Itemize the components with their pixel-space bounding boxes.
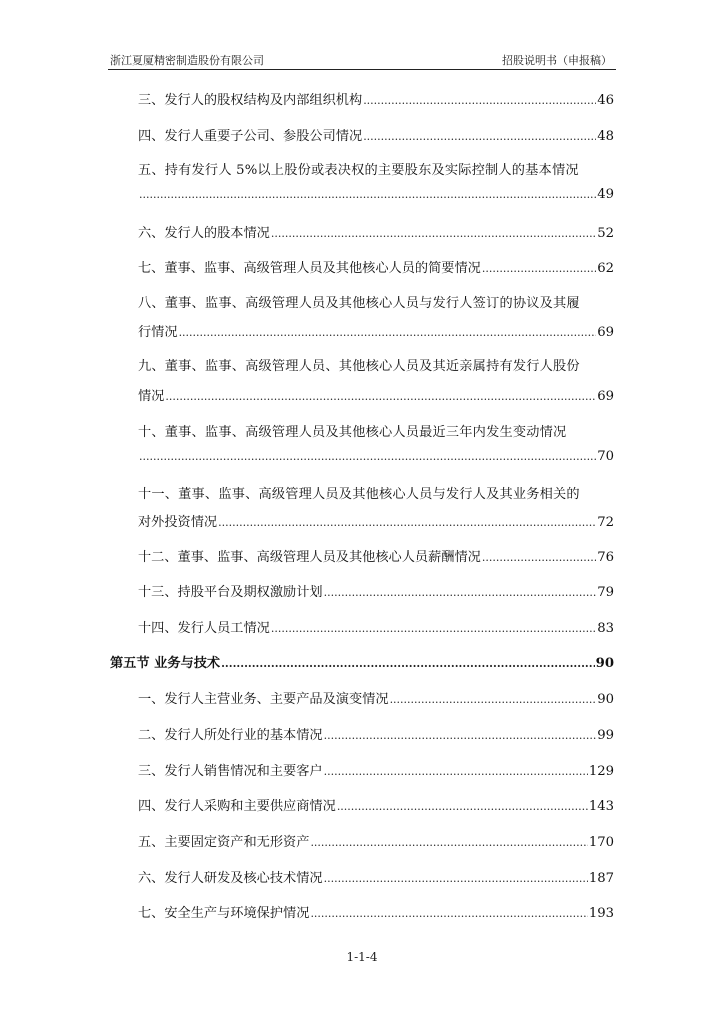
toc-entry-page: 83 <box>597 621 614 636</box>
toc-entry-page: 72 <box>597 515 614 530</box>
toc-entry-page: 46 <box>597 93 614 108</box>
toc-entry[interactable] <box>138 760 614 777</box>
toc-entry[interactable] <box>138 89 614 106</box>
toc-section-heading[interactable] <box>110 652 614 669</box>
toc-entry[interactable] <box>138 867 614 884</box>
toc-entry-page: 187 <box>588 871 614 886</box>
toc-entry[interactable] <box>138 795 614 812</box>
toc-leader-dots <box>324 765 588 778</box>
toc-entry[interactable] <box>138 187 614 204</box>
toc-leader-dots <box>324 586 597 599</box>
toc-entry-title-line1[interactable]: 八、董事、监事、高级管理人员及其他核心人员与发行人签订的协议及其履 <box>138 296 580 311</box>
toc-entry-title-line1[interactable]: 十一、董事、监事、高级管理人员及其他核心人员与发行人及其业务相关的 <box>138 487 580 502</box>
toc-entry[interactable] <box>138 581 614 598</box>
toc-entry-page: 193 <box>588 906 614 921</box>
toc-entry-title-line1[interactable]: 五、持有发行人 5%以上股份或表决权的主要股东及实际控制人的基本情况 <box>138 163 579 178</box>
document-title: 招股说明书（申报稿） <box>502 54 612 67</box>
toc-entry[interactable] <box>138 831 614 848</box>
toc-leader-dots <box>310 907 587 920</box>
toc-entry-title: 四、发行人重要子公司、参股公司情况 <box>138 129 363 144</box>
toc-entry-title-line1[interactable]: 九、董事、监事、高级管理人员、其他核心人员及其近亲属持有发行人股份 <box>138 359 580 374</box>
toc-entry-page: 70 <box>597 449 614 464</box>
toc-entry-title-line1[interactable]: 十、董事、监事、高级管理人员及其他核心人员最近三年内发生变动情况 <box>138 425 567 440</box>
toc-entry-title: 六、发行人的股本情况 <box>138 226 270 241</box>
toc-entry-page: 143 <box>588 799 614 814</box>
company-name: 浙江夏厦精密制造股份有限公司 <box>110 54 264 67</box>
toc-entry-page: 79 <box>597 585 614 600</box>
toc-leader-dots <box>218 516 596 529</box>
toc-entry[interactable] <box>138 688 614 705</box>
toc-leader-dots <box>139 450 596 463</box>
toc-entry[interactable] <box>138 511 614 528</box>
toc-entry[interactable] <box>138 257 614 274</box>
toc-entry-title: 二、发行人所处行业的基本情况 <box>138 728 323 743</box>
toc-leader-dots <box>482 551 596 564</box>
toc-entry[interactable] <box>138 125 614 142</box>
toc-entry-title: 十二、董事、监事、高级管理人员及其他核心人员薪酬情况 <box>138 550 481 565</box>
toc-leader-dots <box>363 130 596 143</box>
toc-entry-page: 76 <box>597 550 614 565</box>
toc-entry[interactable] <box>138 449 614 466</box>
toc-entry-page: 62 <box>597 261 614 276</box>
toc-leader-dots <box>221 657 595 670</box>
toc-entry[interactable] <box>138 617 614 634</box>
toc-leader-dots <box>271 622 596 635</box>
toc-entry-page: 52 <box>597 226 614 241</box>
toc-entry-page: 69 <box>597 389 614 404</box>
toc-leader-dots <box>324 729 597 742</box>
toc-entry-page: 99 <box>597 728 614 743</box>
toc-entry-title: 四、发行人采购和主要供应商情况 <box>138 799 336 814</box>
toc-entry[interactable] <box>138 902 614 919</box>
toc-entry-title: 十四、发行人员工情况 <box>138 621 270 636</box>
toc-entry-title-line2: 对外投资情况 <box>138 515 218 530</box>
toc-leader-dots <box>179 326 597 339</box>
toc-entry-title: 七、董事、监事、高级管理人员及其他核心人员的简要情况 <box>138 261 481 276</box>
toc-entry-title: 七、安全生产与环境保护情况 <box>138 906 310 921</box>
toc-entry[interactable] <box>138 222 614 239</box>
toc-entry[interactable] <box>138 724 614 741</box>
toc-entry-title: 六、发行人研发及核心技术情况 <box>138 871 323 886</box>
toc-entry-title: 一、发行人主营业务、主要产品及演变情况 <box>138 692 389 707</box>
page-number: 1-1-4 <box>346 950 378 964</box>
toc-entry-page: 90 <box>597 692 614 707</box>
toc-leader-dots <box>165 390 596 403</box>
toc-entry-page: 170 <box>588 835 614 850</box>
toc-entry-title: 三、发行人销售情况和主要客户 <box>138 764 323 779</box>
toc-entry-title-line2: 情况 <box>138 389 165 404</box>
toc-leader-dots <box>482 262 596 275</box>
toc-entry[interactable] <box>138 546 614 563</box>
toc-entry-page: 69 <box>597 325 614 340</box>
toc-entry-title: 五、主要固定资产和无形资产 <box>138 835 310 850</box>
toc-entry-page: 49 <box>597 187 614 202</box>
toc-leader-dots <box>139 188 596 201</box>
toc-section-title: 第五节 业务与技术 <box>110 656 221 671</box>
toc-leader-dots <box>390 693 597 706</box>
toc-entry-page: 48 <box>597 129 614 144</box>
toc-entry-title-line2: 行情况 <box>138 325 178 340</box>
toc-section-page: 90 <box>595 656 614 671</box>
toc-leader-dots <box>271 227 596 240</box>
toc-entry-title: 十三、持股平台及期权激励计划 <box>138 585 323 600</box>
toc-leader-dots <box>324 872 588 885</box>
toc-entry-title: 三、发行人的股权结构及内部组织机构 <box>138 93 363 108</box>
toc-leader-dots <box>363 94 596 107</box>
toc-entry[interactable] <box>138 321 614 338</box>
toc-entry[interactable] <box>138 385 614 402</box>
toc-entry-page: 129 <box>588 764 614 779</box>
toc-leader-dots <box>310 836 587 849</box>
toc-leader-dots <box>337 800 588 813</box>
